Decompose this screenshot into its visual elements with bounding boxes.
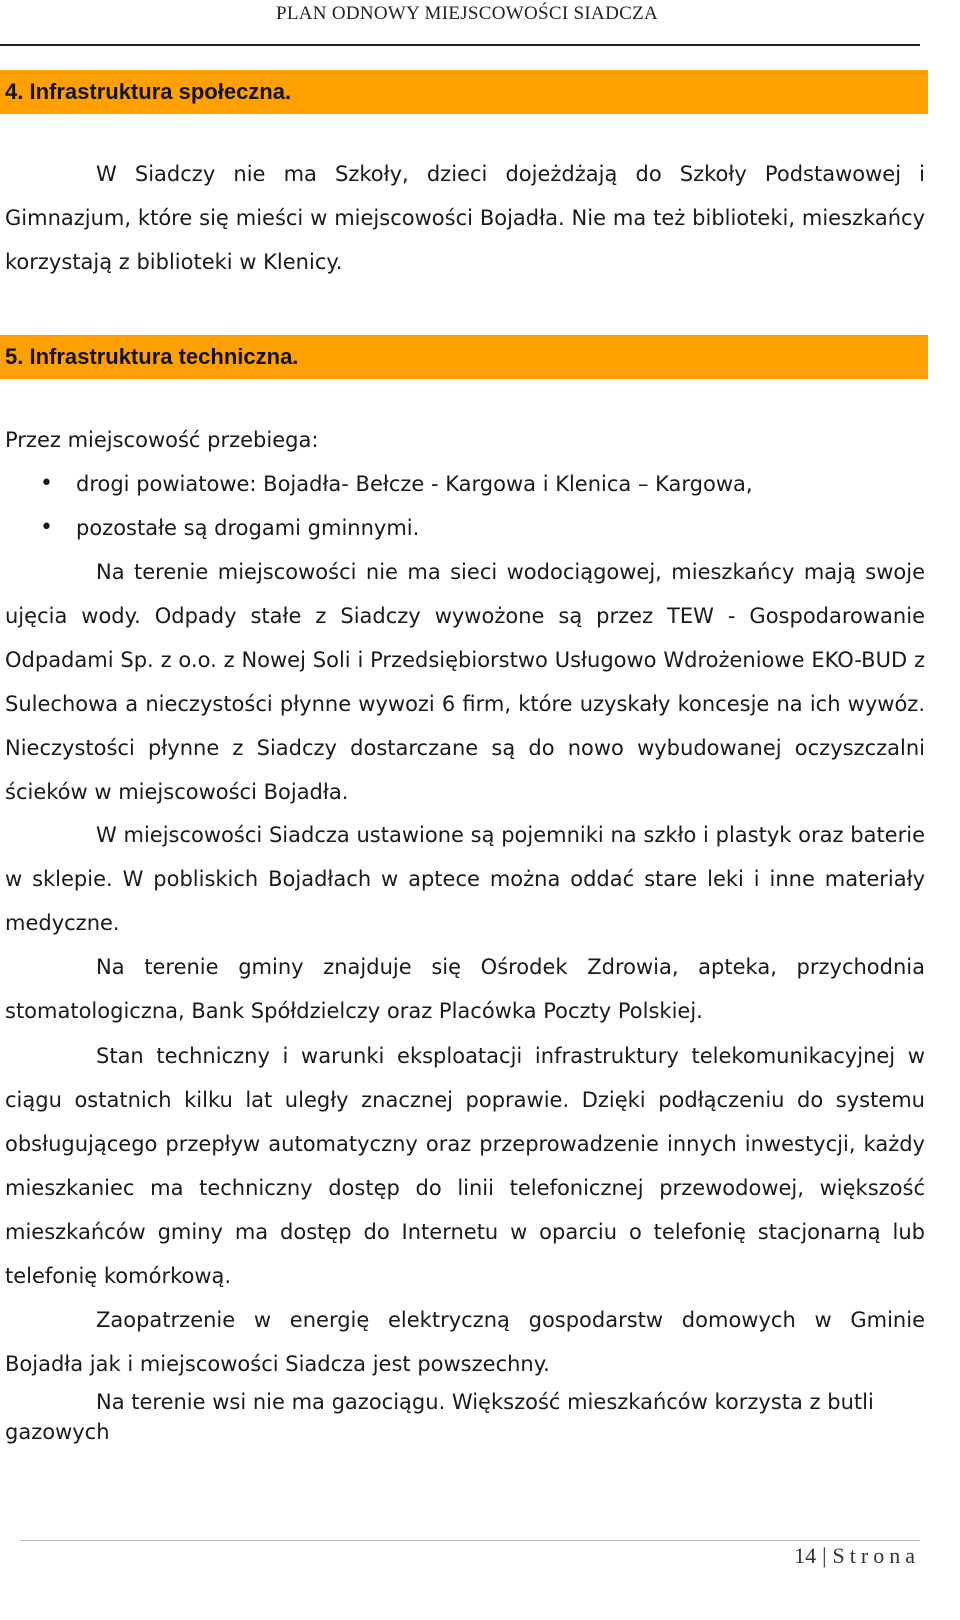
paragraph-gas: Na terenie wsi nie ma gazociągu. Większość mieszkańców korzysta z butli gazowych xyxy=(5,1390,874,1444)
list-item-text: drogi powiatowe: Bojadła- Bełcze - Kargowa i Klenica – Kargowa, xyxy=(76,472,753,496)
bullet-icon: • xyxy=(40,471,53,496)
header-title: PLAN ODNOWY MIEJSCOWOŚCI SIADCZA xyxy=(275,3,658,24)
paragraph-electricity: Zaopatrzenie w energię elektryczną gospodarstw domowych w Gminie Bojadła jak i miejscowości Siadcza jest powszechny. xyxy=(5,1308,925,1376)
page-footer xyxy=(794,1543,920,1569)
intro-text: Przez miejscowość przebiega: xyxy=(5,428,319,452)
footer-divider xyxy=(20,1540,920,1541)
paragraph-recycling: W miejscowości Siadcza ustawione są pojemniki na szkło i plastyk oraz baterie w sklepie. W pobliskich Bojadłach w aptece można oddać stare leki i inne materiały medyczne. xyxy=(5,823,925,935)
page-label: Strona xyxy=(832,1543,920,1568)
page-header xyxy=(0,0,920,46)
footer-separator: | xyxy=(822,1543,827,1568)
list-item-text: pozostałe są drogami gminnymi. xyxy=(76,516,420,540)
section-heading-social-infrastructure: 4. Infrastruktura społeczna. xyxy=(0,70,928,114)
roads-bullet-list xyxy=(0,462,920,550)
paragraph-telecommunications: Stan techniczny i warunki eksploatacji infrastruktury telekomunikacyjnej w ciągu ostatnich kilku lat uległy znacznej poprawie. Dzięki podłączeniu do systemu obsługującego przepływ automatyczny oraz przeprowadzenie innych inwestycji, każdy mieszkaniec ma techniczny dostęp do linii telefonicznej przewodowej, większość mieszkańców gminy ma dostęp do Internetu w oparciu o telefonię stacjonarną lub telefonię komórkową. xyxy=(5,1044,925,1288)
list-item xyxy=(0,462,920,506)
paragraph-health-services: Na terenie gminy znajduje się Ośrodek Zdrowia, apteka, przychodnia stomatologiczna, Bank Spółdzielczy oraz Placówka Poczty Polskiej. xyxy=(5,955,925,1023)
list-item xyxy=(0,506,920,550)
paragraph-water-waste: Na terenie miejscowości nie ma sieci wodociągowej, mieszkańcy mają swoje ujęcia wody. Odpady stałe z Siadczy wywożone są przez TEW - Gospodarowanie Odpadami Sp. z o.o. z Nowej Soli i Przedsiębiorstwo Usługowo Wdrożeniowe EKO-BUD z Sulechowa a nieczystości płynne wywozi 6 firm, które uzyskały koncesje na ich wywóz. Nieczystości płynne z Siadczy dostarczane są do nowo wybudowanej oczyszczalni ścieków w miejscowości Bojadła. xyxy=(5,560,925,804)
bullet-icon: • xyxy=(40,515,53,540)
paragraph-social-infrastructure: W Siadczy nie ma Szkoły, dzieci dojeżdżają do Szkoły Podstawowej i Gimnazjum, które się mieści w miejscowości Bojadła. Nie ma też biblioteki, mieszkańcy korzystają z biblioteki w Klenicy. xyxy=(5,162,925,274)
section-heading-technical-infrastructure: 5. Infrastruktura techniczna. xyxy=(0,335,928,379)
page-number: 14 xyxy=(794,1543,817,1568)
